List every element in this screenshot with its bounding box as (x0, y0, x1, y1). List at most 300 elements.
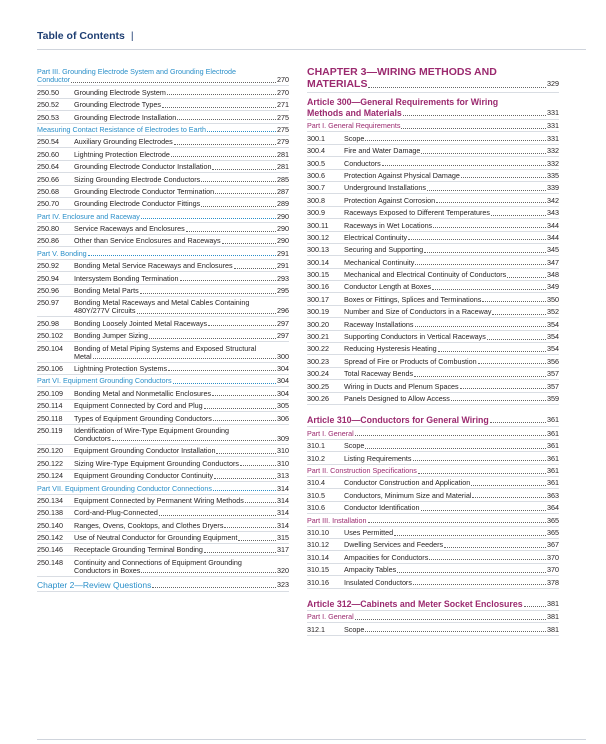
dot-leader (444, 547, 546, 548)
section-number: 300.5 (307, 158, 325, 168)
section-title: Grounding Electrode System (74, 87, 166, 97)
dot-leader (212, 395, 276, 396)
page-number: 345 (547, 245, 559, 255)
section-title: Listing Requirements (344, 453, 412, 463)
toc-entry[interactable] (307, 343, 559, 355)
section-number: 250.80 (37, 224, 59, 234)
toc-entry[interactable] (37, 161, 289, 173)
section-title: Panels Designed to Allow Access (344, 393, 450, 403)
toc-entry[interactable]: 250.97 Bonding Metal Raceways and Metal Cables Containing 480Y/277V Circuits 296 (37, 298, 289, 316)
toc-entry-group (37, 317, 289, 342)
toc-entry[interactable] (37, 99, 289, 111)
section-title: Bonding Loosely Jointed Metal Raceways (74, 318, 208, 328)
page-number: 343 (547, 208, 559, 218)
toc-entry[interactable] (307, 440, 559, 452)
toc-part-heading[interactable]: Part II. Construction Specifications 361 (307, 466, 559, 476)
section-title: Raceways Exposed to Different Temperatures (344, 208, 490, 218)
section-title: Total Raceway Bends (344, 369, 414, 379)
toc-entry[interactable] (37, 186, 289, 198)
section-title: Equipment Grounding Conductor Installation (74, 446, 216, 456)
section-number: 250.98 (37, 318, 59, 328)
page-number: 357 (547, 381, 559, 391)
dot-leader (365, 140, 546, 141)
dot-leader (222, 243, 276, 244)
toc-entry[interactable] (37, 317, 289, 329)
section-title: Conductor Length at Boxes (344, 282, 432, 292)
section-title: Use of Neutral Conductor for Grounding Equipment (74, 533, 238, 543)
section-title: Mechanical Continuity (344, 257, 415, 267)
section-title: Underground Installations (344, 183, 426, 193)
section-title: Bonding Metal Service Raceways and Enclosures (74, 261, 233, 271)
section-number: 250.54 (37, 137, 59, 147)
toc-entry[interactable]: 250.148 Continuity and Connections of Equipment Grounding Conductors in Boxes 320 (37, 557, 289, 575)
toc-entry[interactable] (37, 507, 289, 519)
section-number: 250.114 (37, 401, 63, 411)
section-number: 310.2 (307, 453, 325, 463)
toc-entry[interactable] (307, 232, 559, 244)
dot-leader (171, 156, 276, 157)
page-number: 315 (277, 533, 289, 543)
chapter-title-line1: CHAPTER 3—WIRING METHODS AND (307, 66, 497, 78)
section-number: 300.1 (307, 133, 325, 143)
section-title: Mechanical and Electrical Continuity of Conductors (344, 270, 507, 280)
article-heading[interactable]: Article 300—General Requirements for Wiring Methods and Materials 331 (307, 95, 559, 120)
dot-leader (460, 388, 546, 389)
toc-entry[interactable] (37, 260, 289, 272)
chapter-review-entry[interactable]: Chapter 2—Review Questions 323 (37, 577, 289, 592)
dot-leader (162, 107, 276, 108)
page-number: 361 (547, 453, 559, 463)
toc-entry[interactable]: 250.104 Bonding of Metal Piping Systems and Exposed Structural Metal 300 (37, 343, 289, 361)
section-number: 250.64 (37, 162, 59, 172)
page-number: 350 (547, 294, 559, 304)
dot-leader (415, 326, 546, 327)
section-title: Service Raceways and Enclosures (74, 224, 185, 234)
toc-entry[interactable] (307, 318, 559, 330)
toc-entry-group (37, 445, 289, 482)
toc-entry[interactable] (307, 502, 559, 514)
toc-entry[interactable] (37, 457, 289, 469)
section-number: 250.92 (37, 261, 59, 271)
toc-entry[interactable] (307, 256, 559, 268)
section-title: Equipment Connected by Permanent Wiring Methods (74, 495, 244, 505)
page-number: 332 (547, 146, 559, 156)
section-number: 250.66 (37, 174, 59, 184)
dot-leader (177, 119, 276, 120)
section-title: Scope (344, 441, 365, 451)
section-number: 300.17 (307, 294, 329, 304)
dot-leader (487, 339, 546, 340)
toc-part-heading[interactable]: Part VI. Equipment Grounding Conductors 304 (37, 376, 289, 386)
page-number: 359 (547, 393, 559, 403)
toc-entry[interactable] (307, 182, 559, 194)
dot-leader (451, 400, 546, 401)
section-number: 310.15 (307, 565, 329, 575)
part-title-line2: Conductor (37, 75, 71, 85)
dot-leader (174, 144, 276, 145)
toc-entry[interactable] (37, 330, 289, 342)
page-number: 357 (547, 369, 559, 379)
toc-entry[interactable] (307, 355, 559, 367)
section-number: 250.60 (37, 149, 59, 159)
dot-leader (421, 510, 546, 511)
toc-entry[interactable] (37, 86, 289, 98)
dot-leader (201, 181, 276, 182)
toc-entry[interactable] (307, 293, 559, 305)
toc-entry[interactable] (307, 623, 559, 635)
toc-entry[interactable] (307, 207, 559, 219)
toc-entry[interactable] (37, 223, 289, 235)
toc-entry-group (37, 363, 289, 375)
section-title: Raceway Installations (344, 319, 414, 329)
toc-entry-group (37, 260, 289, 297)
toc-entry[interactable] (37, 400, 289, 412)
toc-entry[interactable] (307, 269, 559, 281)
chapter-heading[interactable]: CHAPTER 3—WIRING METHODS AND MATERIALS 329 (307, 66, 559, 93)
toc-part-heading[interactable]: Part IV. Enclosure and Raceway 290 (37, 211, 289, 221)
toc-part-heading[interactable]: Part I. General 381 (307, 612, 559, 622)
dot-leader (212, 169, 276, 170)
page-number: 332 (547, 158, 559, 168)
section-number: 250.124 (37, 471, 63, 481)
dot-leader (413, 584, 546, 585)
section-number: 300.22 (307, 344, 329, 354)
dot-leader (421, 153, 546, 154)
section-title: Receptacle Grounding Terminal Bonding (74, 545, 203, 555)
page-number: 381 (547, 624, 559, 634)
section-number: 300.4 (307, 146, 325, 156)
section-number: 300.6 (307, 170, 325, 180)
page-number: 297 (277, 331, 289, 341)
page-number: 285 (277, 174, 289, 184)
page-number: 275 (277, 112, 289, 122)
page-number: 281 (277, 149, 289, 159)
toc-entry[interactable] (307, 145, 559, 157)
article-heading[interactable]: Article 312—Cabinets and Meter Socket Enclosures 381 (307, 597, 559, 612)
page-number: 356 (547, 356, 559, 366)
toc-entry[interactable] (37, 544, 289, 556)
page-number: 331 (547, 133, 559, 143)
dot-leader (438, 351, 546, 352)
page-number: 304 (277, 363, 289, 373)
dot-leader (159, 515, 276, 516)
toc-entry[interactable] (307, 564, 559, 576)
section-title: Grounding Electrode Types (74, 100, 161, 110)
dot-leader (507, 277, 546, 278)
section-title: Raceways in Wet Locations (344, 220, 433, 230)
section-title: Lightning Protection Systems (74, 363, 168, 373)
page-number: 378 (547, 577, 559, 587)
page-number: 270 (277, 87, 289, 97)
toc-part-heading[interactable]: Part VII. Equipment Grounding Conductor Connections 314 (37, 483, 289, 493)
page-number: 287 (277, 186, 289, 196)
section-number: 250.142 (37, 533, 63, 543)
toc-entry[interactable] (37, 111, 289, 123)
section-number: 250.118 (37, 413, 63, 423)
section-number: 300.26 (307, 393, 329, 403)
section-number: 250.50 (37, 87, 59, 97)
section-title: Equipment Grounding Conductor Continuity (74, 471, 214, 481)
dot-leader (382, 165, 546, 166)
toc-entry[interactable] (307, 368, 559, 380)
page-number: 306 (277, 413, 289, 423)
dot-leader (245, 502, 276, 503)
dot-leader (140, 293, 276, 294)
page-number: 314 (277, 508, 289, 518)
toc-entry-group (307, 623, 559, 635)
top-rule (37, 49, 586, 50)
section-title: Auxiliary Grounding Electrodes (74, 137, 173, 147)
dot-leader (491, 215, 546, 216)
section-number: 250.106 (37, 363, 63, 373)
dot-leader (472, 497, 546, 498)
section-title: Uses Permitted (344, 528, 394, 537)
dot-leader (180, 280, 276, 281)
page-header (37, 30, 134, 42)
section-number: 250.146 (37, 545, 63, 555)
toc-entry-group (307, 527, 559, 589)
section-number: 310.16 (307, 577, 329, 587)
dot-leader (213, 420, 276, 421)
toc-entry[interactable] (307, 244, 559, 256)
section-number: 300.23 (307, 356, 329, 366)
toc-entry[interactable] (37, 387, 289, 399)
toc-entry[interactable] (37, 136, 289, 148)
section-number: 300.19 (307, 307, 329, 317)
section-title: Grounding Electrode Conductor Fittings (74, 199, 201, 209)
toc-entry[interactable] (307, 380, 559, 392)
page-number: 342 (547, 195, 559, 205)
section-number: 300.24 (307, 369, 329, 379)
dot-leader (424, 252, 546, 253)
section-title: Sizing Grounding Electrode Conductors (74, 174, 201, 184)
section-number: 300.7 (307, 183, 325, 193)
section-title: Protection Against Corrosion (344, 195, 436, 205)
section-number: 300.12 (307, 232, 329, 242)
section-number: 250.138 (37, 508, 63, 518)
bottom-rule (37, 739, 586, 740)
section-title: Insulated Conductors (344, 577, 412, 587)
section-title: Conductors, Minimum Size and Material (344, 490, 472, 500)
dot-leader (478, 363, 546, 364)
page-number: 313 (277, 471, 289, 481)
toc-entry-group (37, 86, 289, 123)
section-title: Scope (344, 133, 365, 143)
toc-entry[interactable] (37, 412, 289, 424)
section-number: 300.21 (307, 332, 329, 342)
toc-entry[interactable]: 250.119 Identification of Wire-Type Equipment Grounding Conductors 309 (37, 425, 289, 443)
page-number: 295 (277, 286, 289, 296)
section-title: Grounding Electrode Installation (74, 112, 177, 122)
section-number: 300.25 (307, 381, 329, 391)
toc-entry[interactable] (307, 527, 559, 539)
toc-entry[interactable] (307, 551, 559, 563)
dot-leader (215, 193, 276, 194)
dot-leader (168, 370, 276, 371)
toc-entry[interactable] (37, 495, 289, 507)
section-number: 310.14 (307, 552, 329, 562)
page-number: 310 (277, 458, 289, 468)
page-number: 290 (277, 224, 289, 234)
section-title: Ampacities for Conductors (344, 552, 429, 562)
toc-entry[interactable] (307, 452, 559, 464)
toc-entry-group (37, 136, 289, 210)
toc-entry[interactable] (37, 519, 289, 531)
section-number: 310.1 (307, 441, 325, 451)
toc-entry[interactable] (307, 132, 559, 144)
toc-entry[interactable] (37, 235, 289, 247)
page-number: 344 (547, 220, 559, 230)
toc-entry[interactable] (37, 148, 289, 160)
page-number: 314 (277, 495, 289, 505)
page-number: 339 (547, 183, 559, 193)
dot-leader (394, 535, 546, 536)
section-title: Reducing Hysteresis Heating (344, 344, 437, 354)
dot-leader (461, 177, 546, 178)
toc-entry[interactable] (37, 532, 289, 544)
article-heading[interactable]: Article 310—Conductors for General Wiring 361 (307, 413, 559, 428)
section-number: 250.68 (37, 186, 59, 196)
toc-entry[interactable] (37, 285, 289, 297)
page-number: 293 (277, 273, 289, 283)
section-title: Equipment Connected by Cord and Plug (74, 401, 203, 411)
dot-leader (214, 478, 276, 479)
section-number: 300.11 (307, 220, 329, 230)
toc-entry-group (37, 223, 289, 248)
dot-leader (471, 485, 546, 486)
section-title: Ranges, Ovens, Cooktops, and Clothes Dryers (74, 520, 224, 530)
page-number: 352 (547, 307, 559, 317)
toc-entry[interactable] (37, 363, 289, 375)
toc-entry[interactable] (307, 170, 559, 182)
toc-entry[interactable] (37, 173, 289, 185)
section-title: Protection Against Physical Damage (344, 170, 460, 180)
page-number: 271 (277, 100, 289, 110)
toc-entry[interactable] (37, 198, 289, 210)
toc-part-heading[interactable]: Part I. General 361 (307, 428, 559, 438)
toc-entry-group (37, 387, 289, 424)
section-title: Grounding Electrode Conductor Installation (74, 162, 212, 172)
page-number: 367 (547, 540, 559, 550)
page-number: 361 (547, 441, 559, 451)
toc-entry[interactable] (37, 272, 289, 284)
section-title: Conductor Construction and Application (344, 478, 471, 488)
toc-title: Table of Contents (37, 30, 125, 42)
page-number: 304 (277, 388, 289, 398)
toc-part-heading[interactable]: Part V. Bonding 291 (37, 248, 289, 258)
page-number: 310 (277, 446, 289, 456)
toc-entry[interactable] (307, 219, 559, 231)
page-number: 365 (547, 528, 559, 537)
page-number: 354 (547, 332, 559, 342)
toc-left-column (37, 66, 289, 592)
section-number: 250.122 (37, 458, 63, 468)
section-number: 250.53 (37, 112, 59, 122)
dot-leader (397, 572, 546, 573)
dot-leader (208, 325, 276, 326)
page-number: 317 (277, 545, 289, 555)
dot-leader (204, 408, 276, 409)
page-number: 335 (547, 170, 559, 180)
page-number: 291 (277, 261, 289, 271)
toc-part-heading[interactable] (37, 66, 289, 86)
section-title: Cord-and-Plug-Connected (74, 508, 158, 518)
toc-entry[interactable] (307, 576, 559, 588)
dot-leader (436, 202, 546, 203)
page-number: 289 (277, 199, 289, 209)
section-number: 300.14 (307, 257, 329, 267)
page-number: 364 (547, 503, 559, 513)
toc-entry[interactable] (307, 281, 559, 293)
dot-leader (413, 460, 546, 461)
page-number: 349 (547, 282, 559, 292)
header-separator: | (130, 30, 134, 42)
section-number: 310.4 (307, 478, 325, 488)
toc-entry[interactable] (307, 539, 559, 551)
dot-leader (238, 540, 276, 541)
section-title: Lightning Protection Electrode (74, 149, 170, 159)
toc-entry[interactable] (307, 306, 559, 318)
toc-entry-group (307, 132, 559, 405)
section-number: 250.52 (37, 100, 59, 110)
page-number: 370 (547, 552, 559, 562)
dot-leader (414, 376, 546, 377)
toc-entry[interactable] (307, 331, 559, 343)
toc-entry[interactable] (307, 393, 559, 405)
section-number: 310.6 (307, 503, 325, 513)
page-number: 270 (277, 75, 289, 85)
dot-leader (224, 527, 276, 528)
section-title: Wiring in Ducts and Plenum Spaces (344, 381, 459, 391)
page-number: 348 (547, 270, 559, 280)
dot-leader (240, 465, 276, 466)
page-number: 305 (277, 401, 289, 411)
toc-entry[interactable] (37, 470, 289, 482)
section-title: Number and Size of Conductors in a Raceway (344, 307, 492, 317)
dot-leader (365, 448, 546, 449)
section-title: Securing and Supporting (344, 245, 424, 255)
page-number: 354 (547, 319, 559, 329)
part-title-line1: Part III. Grounding Electrode System and Grounding Electrode (37, 67, 236, 77)
dot-leader (204, 552, 276, 553)
page-number: 297 (277, 318, 289, 328)
section-title: Sizing Wire-Type Equipment Grounding Conductors (74, 458, 239, 468)
section-number: 300.13 (307, 245, 329, 255)
toc-entry[interactable] (307, 157, 559, 169)
section-title: Bonding Jumper Sizing (74, 331, 148, 341)
toc-entry[interactable] (307, 477, 559, 489)
dot-leader (415, 264, 546, 265)
toc-entry[interactable] (37, 445, 289, 457)
section-title: Intersystem Bonding Termination (74, 273, 179, 283)
page-number: 290 (277, 236, 289, 246)
dot-leader (201, 206, 276, 207)
toc-entry[interactable] (307, 489, 559, 501)
toc-part-heading[interactable]: Measuring Contact Resistance of Electrodes to Earth 275 (37, 124, 289, 134)
toc-part-heading[interactable]: Part III. Installation 365 (307, 515, 559, 525)
page-number: 347 (547, 257, 559, 267)
section-title: Conductor Identification (344, 503, 420, 513)
section-number: 250.120 (37, 446, 63, 456)
toc-right-column (307, 66, 559, 636)
toc-entry[interactable] (307, 194, 559, 206)
page-number: 314 (277, 520, 289, 530)
toc-entry-group (37, 495, 289, 557)
section-number: 250.96 (37, 286, 59, 296)
toc-part-heading[interactable]: Part I. General Requirements 331 (307, 121, 559, 131)
section-title: Fire and Water Damage (344, 146, 421, 156)
chapter-title-line2: MATERIALS (307, 78, 368, 90)
